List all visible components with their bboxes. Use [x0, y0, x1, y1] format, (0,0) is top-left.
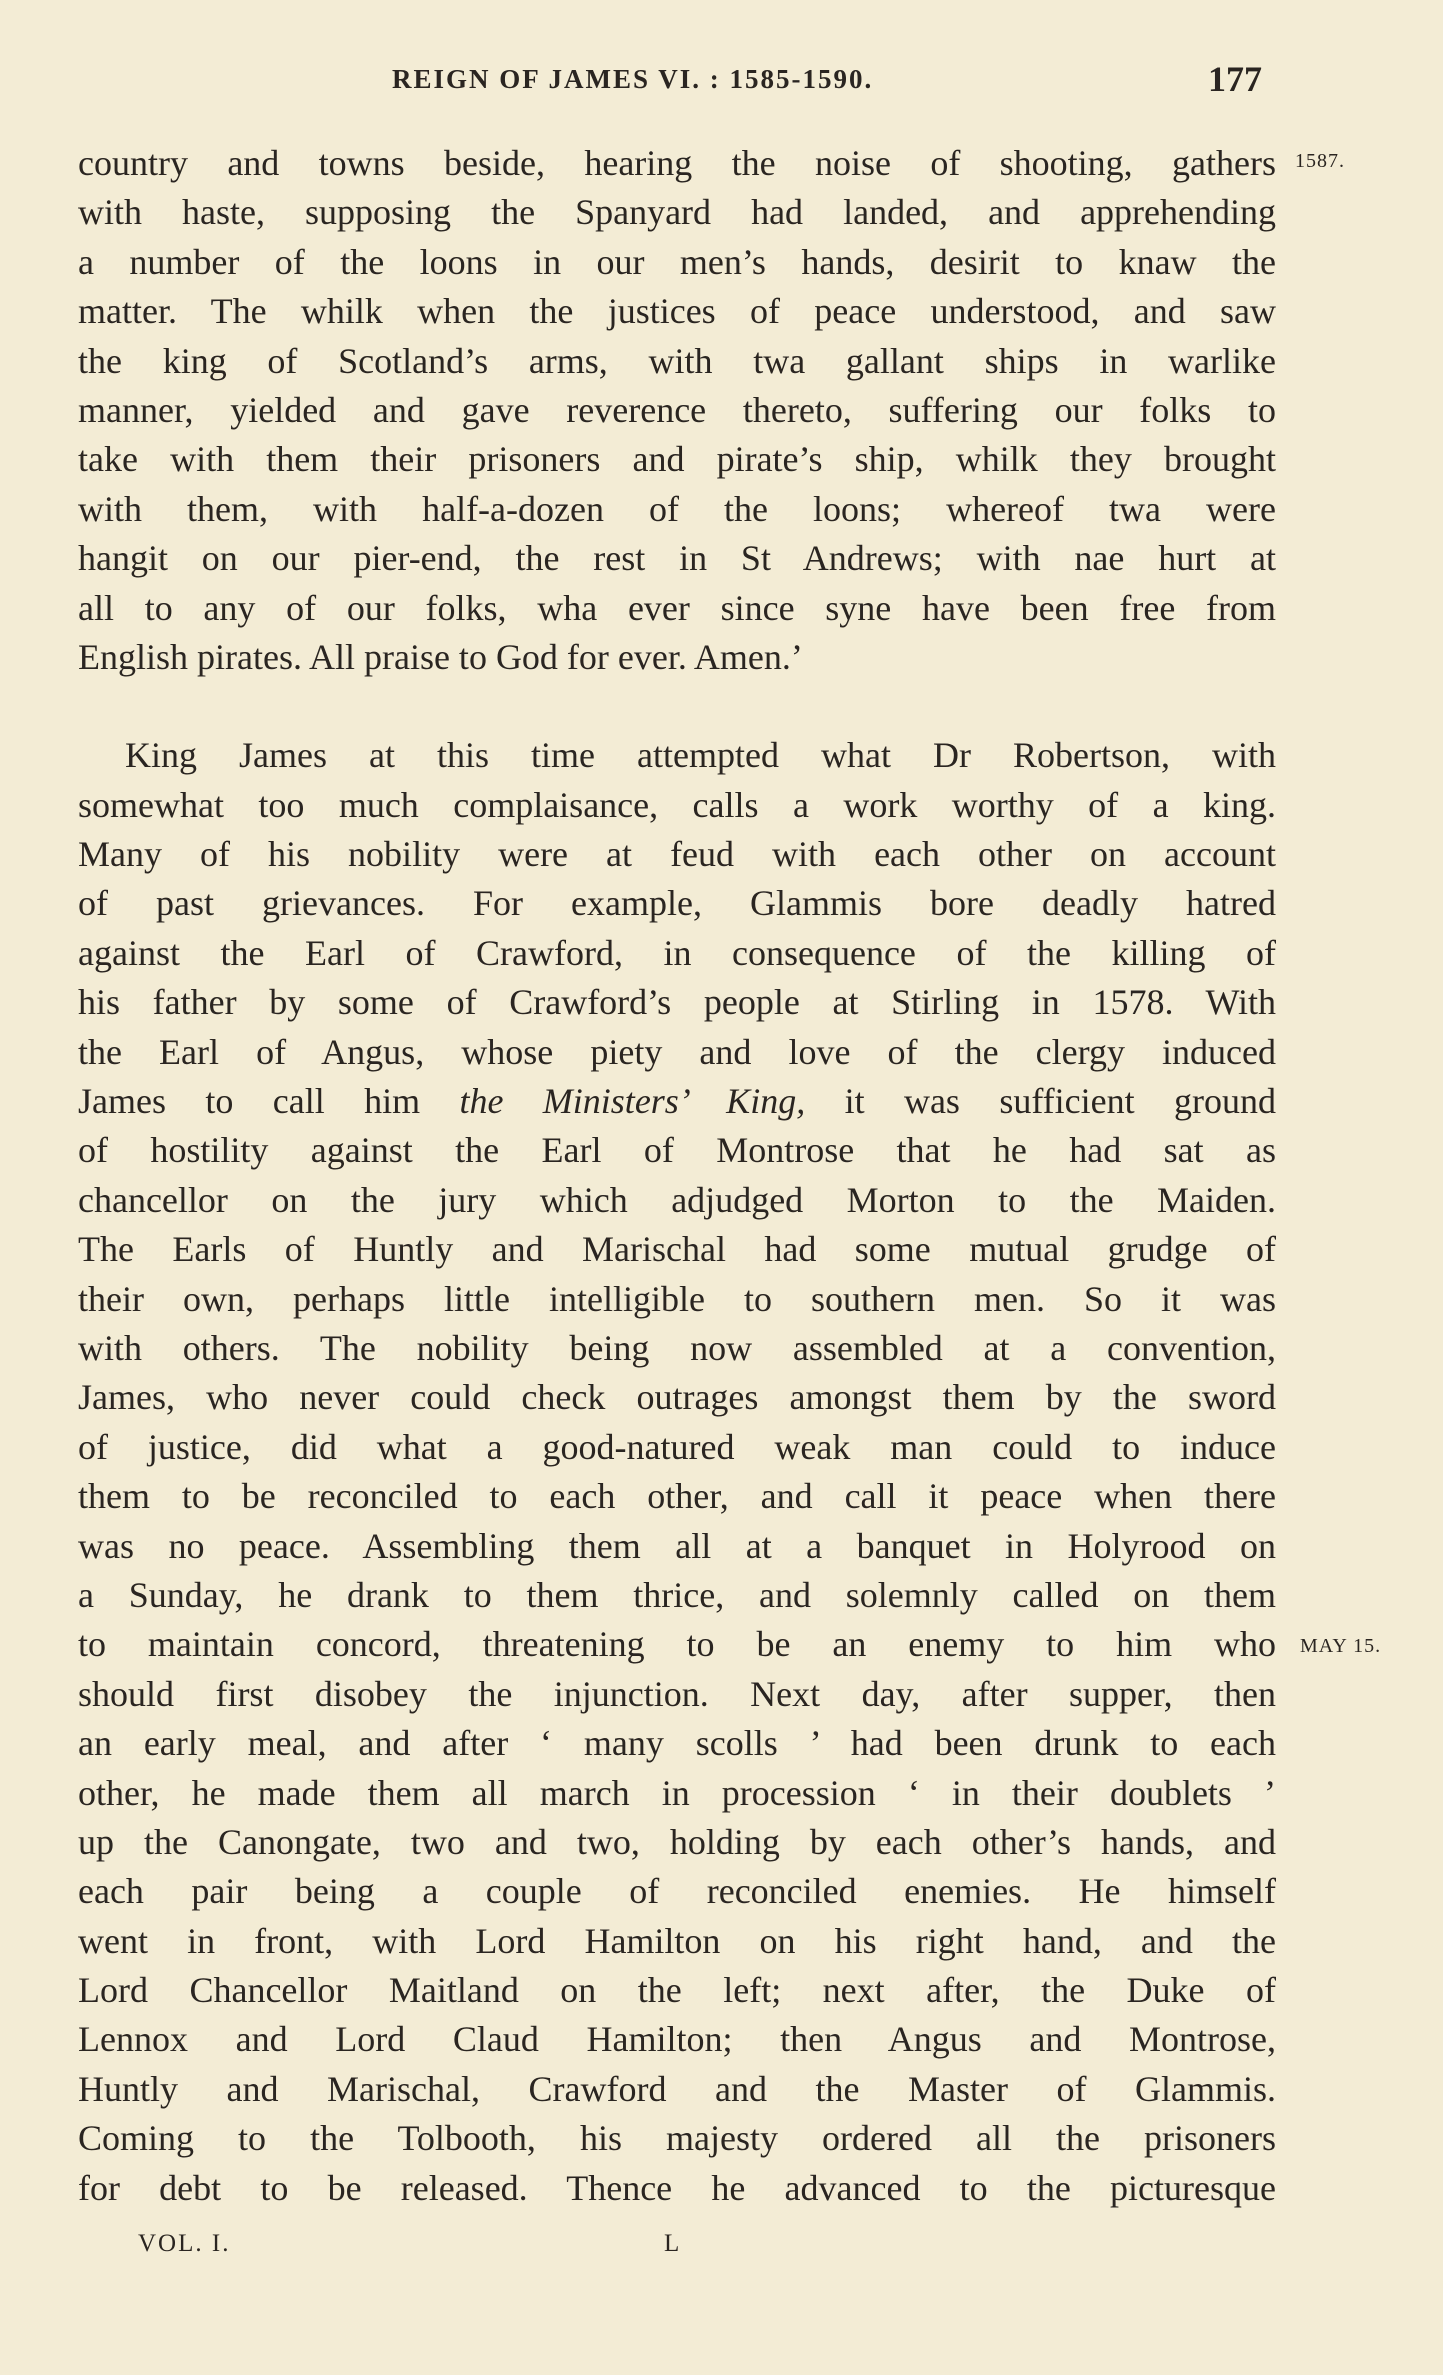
text-line: manner, yielded and gave reverence thereto, suffering our folks to: [78, 389, 1276, 430]
body-text: [78, 139, 1276, 2213]
text-line: of justice, did what a good-natured weak man could to induce: [78, 1426, 1276, 1467]
text-line: Many of his nobility were at feud with each other on account: [78, 834, 1276, 875]
text-line: English pirates. All praise to God for ever. Amen.’: [78, 636, 803, 677]
text-line: take with them their prisoners and pirate’s ship, whilk they brought: [78, 439, 1276, 480]
text-line: the king of Scotland’s arms, with twa gallant ships in warlike: [78, 340, 1276, 381]
text-segment: it was sufficient ground: [805, 1081, 1276, 1122]
text-line: up the Canongate, two and two, holding by each other’s hands, and: [78, 1821, 1276, 1862]
page-footer: [0, 2230, 1443, 2270]
volume-label: VOL. I.: [138, 2230, 231, 2257]
text-line: Lennox and Lord Claud Hamilton; then Angus and Montrose,: [78, 2019, 1276, 2060]
text-line: with others. The nobility being now assembled at a convention,: [78, 1327, 1276, 1368]
text-line: James, who never could check outrages amongst them by the sword: [78, 1377, 1276, 1418]
text-line: an early meal, and after ‘ many scolls ’ had been drunk to each: [78, 1723, 1276, 1764]
text-line: Coming to the Tolbooth, his majesty ordered all the prisoners: [78, 2118, 1276, 2159]
text-line: went in front, with Lord Hamilton on his right hand, and the: [78, 1920, 1276, 1961]
text-line: to maintain concord, threatening to be an enemy to him who: [78, 1624, 1276, 1665]
text-line: of hostility against the Earl of Montrose that he had sat as: [78, 1130, 1276, 1171]
text-line: them to be reconciled to each other, and call it peace when there: [78, 1476, 1276, 1517]
text-line: King James at this time attempted what Dr Robertson, with: [125, 735, 1276, 776]
text-line: matter. The whilk when the justices of peace understood, and saw: [78, 291, 1276, 332]
text-line: a Sunday, he drank to them thrice, and solemnly called on them: [78, 1574, 1276, 1615]
margin-note-year: 1587.: [1295, 150, 1345, 172]
text-line: with them, with half-a-dozen of the loons; whereof twa were: [78, 488, 1276, 529]
text-line: other, he made them all march in procession ‘ in their doublets ’: [78, 1772, 1276, 1813]
text-line: country and towns beside, hearing the noise of shooting, gathers: [78, 143, 1276, 183]
text-line: Lord Chancellor Maitland on the left; next after, the Duke of: [78, 1970, 1276, 2011]
paragraph-2: [78, 731, 1276, 2213]
paragraph-1: [78, 139, 1276, 682]
text-line: of past grievances. For example, Glammis bore deadly hatred: [78, 883, 1276, 924]
italic-phrase: the Ministers’ King,: [459, 1081, 806, 1122]
text-line: somewhat too much complaisance, calls a work worthy of a king.: [78, 784, 1276, 825]
text-line: their own, perhaps little intelligible to southern men. So it was: [78, 1278, 1276, 1319]
text-line: all to any of our folks, wha ever since syne have been free from: [78, 587, 1276, 628]
page-number: 177: [1208, 59, 1262, 99]
page-header: [0, 58, 1443, 108]
running-title: REIGN OF JAMES VI. : 1585-1590.: [392, 64, 874, 94]
text-segment: James to call him: [78, 1081, 460, 1122]
margin-note-date: MAY 15.: [1300, 1635, 1382, 1657]
signature-mark: L: [664, 2230, 680, 2257]
text-line: should first disobey the injunction. Next day, after supper, then: [78, 1673, 1276, 1714]
text-line-with-italic: [78, 1077, 1276, 1126]
text-line: for debt to be released. Thence he advanced to the picturesque: [78, 2167, 1276, 2208]
text-line: each pair being a couple of reconciled enemies. He himself: [78, 1871, 1276, 1912]
text-line: the Earl of Angus, whose piety and love of the clergy induced: [78, 1031, 1276, 1072]
text-line: with haste, supposing the Spanyard had landed, and apprehending: [78, 192, 1276, 233]
text-line: against the Earl of Crawford, in consequence of the killing of: [78, 932, 1276, 973]
text-line: chancellor on the jury which adjudged Morton to the Maiden.: [78, 1179, 1276, 1220]
text-line: his father by some of Crawford’s people at Stirling in 1578. With: [78, 982, 1276, 1023]
text-line: The Earls of Huntly and Marischal had some mutual grudge of: [78, 1229, 1276, 1270]
text-line: was no peace. Assembling them all at a banquet in Holyrood on: [78, 1525, 1276, 1566]
text-line: Huntly and Marischal, Crawford and the Master of Glammis.: [78, 2068, 1276, 2109]
paragraph-gap: [78, 682, 1276, 731]
text-line: a number of the loons in our men’s hands, desirit to knaw the: [78, 241, 1276, 282]
text-line: hangit on our pier-end, the rest in St Andrews; with nae hurt at: [78, 538, 1276, 579]
